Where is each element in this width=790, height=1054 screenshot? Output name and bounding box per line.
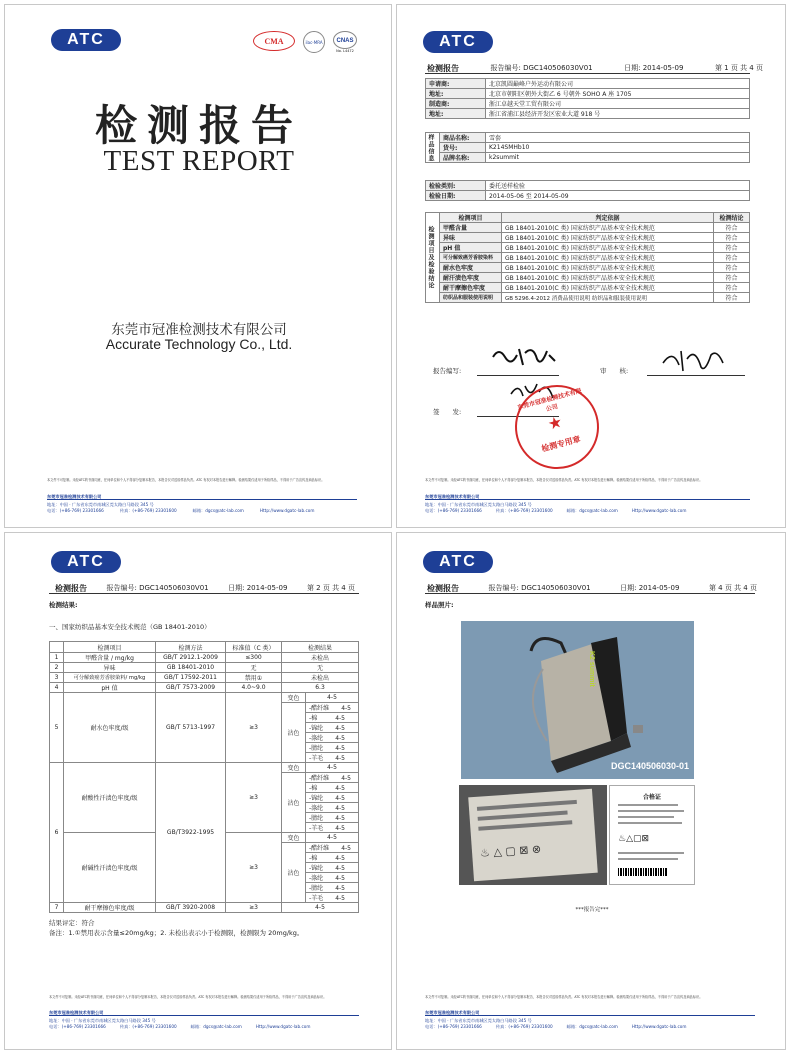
footer-company: 东莞市冠准检测技术有限公司 xyxy=(47,494,102,499)
footer-rule xyxy=(425,1015,755,1016)
atc-logo: ATC xyxy=(423,31,493,53)
sample-info-table: 样品信息 商品名称: 雪套 货号: K214SMHb10 品牌名称: k2summit xyxy=(425,132,750,163)
footer-contacts xyxy=(49,1024,359,1030)
disclaimer: 本文件不可复制。未经ATC的书面同意，任何单位和个人不得部分复制本报告，本报告仅对送检样品负责。ATC 有权对本报告进行解释。检测结果仅适用于所检样品，不得用于广告宣传及商品标识。 xyxy=(425,995,703,999)
table-row: 可分解致癌芳香胺染料 GB 18401-2010(C 类) 国家纺织产品基本安全技术规范 符合 xyxy=(426,253,750,263)
footer-rule xyxy=(425,499,750,500)
wash-symbols-icon: ♨ △ ▢ ⊠ ⊗ xyxy=(479,842,542,860)
footer-email: 邮箱：dgcs@atc-lab.com xyxy=(192,508,244,513)
footer-address: 地址：中国 · 广东省东莞市南城区莞太路白马路段 345 号 xyxy=(47,502,154,507)
stamp-ring-text: 东莞市冠准检测技术有限公司 xyxy=(516,387,583,414)
title-cn: 检测报告 xyxy=(94,101,303,150)
report-date: 日期: 2014-05-09 xyxy=(620,584,680,592)
report-number: 报告编号: DGC140506030V01 xyxy=(488,584,591,592)
title-en: TEST REPORT xyxy=(103,145,295,177)
test-type-table: 检验类别: 委托送样检验 检验日期: 2014-05-06 至 2014-05-09 xyxy=(425,180,750,201)
end-of-report: ***报告完*** xyxy=(575,907,609,913)
footer-email: 邮箱：dgcs@atc-lab.com xyxy=(566,1024,618,1029)
page-number: 第 2 页 共 4 页 xyxy=(306,584,355,592)
footer-contacts xyxy=(425,1024,755,1030)
items-side-label: 检测项目及检验结论 xyxy=(426,213,440,303)
page-number: 第 1 页 共 4 页 xyxy=(714,64,763,72)
atc-logo: ATC xyxy=(51,551,121,573)
disclaimer: 本文件不可复制。未经ATC的书面同意，任何单位和个人不得部分复制本报告，本报告仅对送检样品负责。ATC 有权对本报告进行解释。检测结果仅适用于所检样品，不得用于广告宣传及商品标识。 xyxy=(49,995,327,999)
ilac-mac-mark-icon: ilac-MRA xyxy=(303,31,325,53)
result-table: 检测项目 检测方法 标准值（C 类） 检测结果 1 甲醛含量 / mg/kg GB/T 2912.1-2009 ≤300 未检出 2 异味 GB 18401-2010 无 无 3 可分解致癌芳香胺染料/ mg/kg GB/T 17592-2011 禁用① 未检出 4 pH 值 GB/T 7573-2009 4.0~9.0 6.3 5 耐水色牢度/级 GB/T 5713-1997 ≥3 变色 4-5 沾色 -醋纤维 4-5 -棉 4-5 -锦纶 4-5 -涤纶 4-5 -腈纶 4-5 -羊毛 4-5 6 耐酸性汗渍色牢度/级 GB/T3922-1995 ≥3 变色 4-5 沾色 -醋纤维 4-5 -棉 4-5 -锦纶 4-5 -涤纶 4-5 -腈纶 4-5 -羊毛 4-5 耐碱性汗渍色牢度/级 ≥3 变色 4-5 沾色 -醋纤维 4-5 -棉 4-5 -锦纶 4-5 -涤纶 4-5 -腈纶 4-5 -羊毛 4-5 7 耐干摩擦色牢度/级 GB/T 3920-2008 ≥3 4-5 xyxy=(49,641,359,913)
footer-web: Http://www.dgatc-lab.com xyxy=(631,1024,687,1029)
disclaimer: 本文件不可复制。未经ATC的书面同意，任何单位和个人不得部分复制本报告，本报告仅对送检样品负责。ATC 有权对本报告进行解释。检测结果仅适用于所检样品，不得用于广告宣传及商品标识。 xyxy=(425,478,703,482)
atc-logo: ATC xyxy=(423,551,493,573)
disclaimer: 本文件不可复制。未经ATC的书面同意，任何单位和个人不得部分复制本报告，本报告仅对送检样品负责。ATC 有权对本报告进行解释。检测结果仅适用于所检样品，不得用于广告宣传及商品标识。 xyxy=(47,478,325,482)
care-label-icon xyxy=(468,789,598,881)
reviewed-label: 审 核: xyxy=(600,367,629,375)
footer-rule xyxy=(49,1015,359,1016)
certificate-title: 合格证 xyxy=(642,794,661,801)
report-heading: 检测报告 xyxy=(55,584,87,593)
footer-tel: 电话：(+86-769) 23301666 xyxy=(49,1024,106,1029)
company-name-cn: 东莞市冠准检测技术有限公司 xyxy=(111,322,287,338)
table-row: 1 甲醛含量 / mg/kg GB/T 2912.1-2009 ≤300 未检出 xyxy=(50,653,359,663)
sample-id: DGC140506030-01 xyxy=(611,761,690,771)
conclusion-table: 检测项目及检验结论 检测项目 判定依据 检测结论 甲醛含量 GB 18401-2010(C 类) 国家纺织产品基本安全技术规范 符合 异味 GB 18401-2010(C 类) 国家纺织产品基本安全技术规范 符合 pH 值 GB 18401-2010(C 类) 国家纺织产品基本安全技术规范 符合 可分解致癌芳香胺染料 GB 18401-2010(C 类) 国家纺织产品基本安全技术规范 符合 耐水色牢度 GB 18401-2010(C 类) 国家纺织产品基本安全技术规范 符合 耐汗渍色牢度 GB 18401-2010(C 类) 国家纺织产品基本安全技术规范 符合 耐干摩擦色牢度 GB 18401-2010(C 类) 国家纺织产品基本安全技术规范 符合 纺织品和服装使用说明 GB 5296.4-2012 消费品使用说明 纺织品和服装使用说明 符合 xyxy=(425,212,750,303)
table-row: 耐汗渍色牢度 GB 18401-2010(C 类) 国家纺织产品基本安全技术规范 符合 xyxy=(426,273,750,283)
footer-company: 东莞市冠准检测技术有限公司 xyxy=(49,1010,104,1015)
header-rule xyxy=(425,593,755,594)
footer-fax: 传真：(+86-769) 23301600 xyxy=(119,1024,177,1029)
cma-mark-icon: CMA xyxy=(253,31,295,51)
table-row: 2 异味 GB 18401-2010 无 无 xyxy=(50,663,359,673)
company-name-en: Accurate Technology Co., Ltd. xyxy=(105,336,293,352)
result-label: 检测结果: xyxy=(49,601,78,609)
table-row: 耐干摩擦色牢度 GB 18401-2010(C 类) 国家纺织产品基本安全技术规范 符合 xyxy=(426,283,750,293)
table-row: 4 pH 值 GB/T 7573-2009 4.0~9.0 6.3 xyxy=(50,683,359,693)
prepared-label: 报告编写: xyxy=(433,367,462,375)
table-row: pH 值 GB 18401-2010(C 类) 国家纺织产品基本安全技术规范 符合 xyxy=(426,243,750,253)
accreditation-marks xyxy=(253,31,357,53)
page-number: 第 4 页 共 4 页 xyxy=(708,584,757,592)
report-number: 报告编号: DGC140506030V01 xyxy=(106,584,209,592)
footer-address: 地址：中国 · 广东省东莞市南城区莞太路白马路段 345 号 xyxy=(425,502,532,507)
footer-tel: 电话：(+86-769) 23301666 xyxy=(425,1024,482,1029)
stamp-star-icon: ★ xyxy=(545,411,565,434)
conclusion: 结果评定：符合 xyxy=(49,919,95,927)
section-title: 一、国家纺织品基本安全技术规范（GB 18401-2010） xyxy=(49,623,211,631)
footer-address: 地址：中国 · 广东省东莞市南城区莞太路白马路段 345 号 xyxy=(425,1018,532,1023)
footer-company: 东莞市冠准检测技术有限公司 xyxy=(425,1010,480,1015)
photo-label: 样品照片: xyxy=(425,601,454,609)
footer-fax: 传真：(+86-769) 23301600 xyxy=(119,508,177,513)
footer-web: Http://www.dgatc-lab.com xyxy=(259,508,315,513)
cnas-mark-icon: CNAS xyxy=(333,31,357,49)
table-row: 耐水色牢度 GB 18401-2010(C 类) 国家纺织产品基本安全技术规范 符合 xyxy=(426,263,750,273)
report-heading: 检测报告 xyxy=(427,64,459,73)
sample-photo xyxy=(461,621,694,779)
stamp-center-text: 检测专用章 xyxy=(540,434,582,454)
footer-web: Http://www.dgatc-lab.com xyxy=(631,508,687,513)
prepared-line xyxy=(477,375,559,376)
footer-address: 地址：中国 · 广东省东莞市南城区莞太路白马路段 345 号 xyxy=(49,1018,156,1023)
report-heading: 检测报告 xyxy=(427,584,459,593)
atc-logo: ATC xyxy=(51,29,121,51)
table-row: 甲醛含量 GB 18401-2010(C 类) 国家纺织产品基本安全技术规范 符合 xyxy=(426,223,750,233)
footer-tel: 电话：(+86-769) 23301666 xyxy=(47,508,104,513)
footer-company: 东莞市冠准检测技术有限公司 xyxy=(425,494,480,499)
applicant-table: 申请商: 北京凯圆巅峰户外运动有限公司 地址: 北京市朝阳区朝外大街乙 6 号朝外 SOHO A 座 1705 制造商: 浙江卓越天堂工贸有限公司 地址: 浙江省浦江县经济开发区宏业大道 918 号 xyxy=(425,78,750,119)
sample-info-label: 样品信息 xyxy=(426,133,440,163)
barcode-icon xyxy=(618,868,668,876)
footer-tel: 电话：(+86-769) 23301666 xyxy=(425,508,482,513)
footer-contacts xyxy=(47,508,357,514)
report-page-1 xyxy=(396,4,786,528)
report-page-4 xyxy=(396,532,786,1050)
table-row: 5 耐水色牢度/级 GB/T 5713-1997 ≥3 变色 4-5 xyxy=(50,693,359,703)
footer-contacts xyxy=(425,508,750,514)
prepared-signature xyxy=(489,343,559,371)
footer-email: 邮箱：dgcs@atc-lab.com xyxy=(190,1024,242,1029)
table-row: 7 耐干摩擦色牢度/级 GB/T 3920-2008 ≥3 4-5 xyxy=(50,903,359,913)
table-header: 检测项目 检测方法 标准值（C 类） 检测结果 xyxy=(50,642,359,653)
table-row: 纺织品和服装使用说明 GB 5296.4-2012 消费品使用说明 纺织品和服装使用说明 符合 xyxy=(426,293,750,303)
report-date: 日期: 2014-05-09 xyxy=(228,584,288,592)
table-note: 备注：1.①禁用表示含量≤20mg/kg；2. 未检出表示小于检测限，检测限为 20mg/kg。 xyxy=(49,929,304,937)
wash-symbols-icon: ♨△▢⊠ xyxy=(618,834,650,844)
header-rule xyxy=(425,73,750,74)
footer-web: Http://www.dgatc-lab.com xyxy=(255,1024,311,1029)
cnas-code: No. L4472 xyxy=(336,49,354,53)
gaiter-image xyxy=(461,621,694,779)
report-number: 报告编号: DGC140506030V01 xyxy=(490,64,593,72)
table-row: 3 可分解致癌芳香胺染料/ mg/kg GB/T 17592-2011 禁用① 未检出 xyxy=(50,673,359,683)
footer-fax: 传真：(+86-769) 23301600 xyxy=(495,508,553,513)
footer-fax: 传真：(+86-769) 23301600 xyxy=(495,1024,553,1029)
reviewer-signature xyxy=(659,345,729,375)
approved-label: 签 发: xyxy=(433,408,462,416)
care-label-photo xyxy=(459,785,607,885)
report-cover-page xyxy=(4,4,392,528)
brand-print: K2 summit xyxy=(588,651,595,687)
table-row: 耐碱性汗渍色牢度/级 ≥3 变色 4-5 xyxy=(50,833,359,843)
header-rule xyxy=(49,593,359,594)
table-row: 异味 GB 18401-2010(C 类) 国家纺织产品基本安全技术规范 符合 xyxy=(426,233,750,243)
table-row: 6 耐酸性汗渍色牢度/级 GB/T3922-1995 ≥3 变色 4-5 xyxy=(50,763,359,773)
footer-email: 邮箱：dgcs@atc-lab.com xyxy=(566,508,618,513)
reviewed-line xyxy=(647,375,745,376)
certificate-tag-photo xyxy=(609,785,695,885)
report-date: 日期: 2014-05-09 xyxy=(624,64,684,72)
report-page-2 xyxy=(4,532,392,1050)
